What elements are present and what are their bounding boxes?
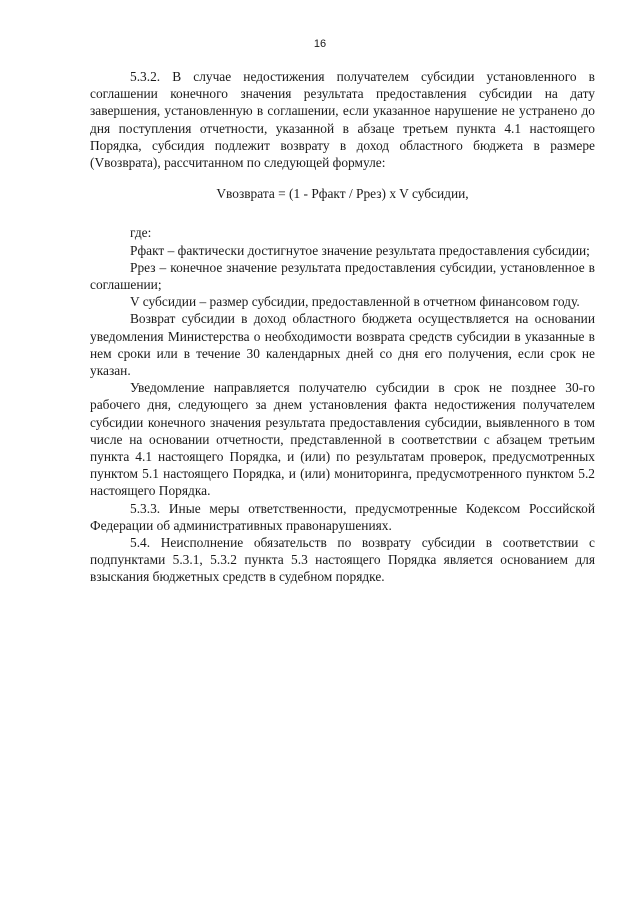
paragraph-notification: Уведомление направляется получателю субсидии в срок не позднее 30-го рабочего дня, следующего за днем установления факта недостижения получателем субсидии конечного значения результата предоставления субсидии, выявленного в том числе на основании отчетности, представленной в соответствии с абзацем третьим пункта 4.1 настоящего Порядка, и (или) по результатам проверок, предусмотренных пунктом 5.1 настоящего Порядка, и (или) мониторинга, предусмотренного пунктом 5.2 настоящего Порядка. — [90, 380, 595, 499]
definition-rfact: Рфакт – фактически достигнутое значение результата предоставления субсидии; — [130, 242, 590, 258]
paragraph-5-4: 5.4. Неисполнение обязательств по возврату субсидии в соответствии с подпунктами 5.3.1, 5.3.2 пункта 5.3 настоящего Порядка является основанием для взыскания бюджетных средств в судебном порядке. — [90, 535, 595, 585]
paragraph-5-3-3: 5.3.3. Иные меры ответственности, предусмотренные Кодексом Российской Федерации об административных правонарушениях. — [90, 500, 595, 533]
definition-rrez: Ррез – конечное значение результата предоставления субсидии, установленное в соглашении; — [90, 259, 595, 293]
page-number: 16 — [313, 38, 327, 50]
formula: Vвозврата = (1 - Рфакт / Ррез) x V субсидии, — [216, 186, 469, 202]
where-label: где: — [130, 225, 152, 241]
document-body — [90, 68, 595, 586]
paragraph-5-3-2: 5.3.2. В случае недостижения получателем субсидии установленного в соглашении конечного значения результата предоставления субсидии на дату завершения, установленную в соглашении, если указанное нарушение не устранено до дня поступления отчетности, указанной в абзаце третьем пункта 4.1 настоящего Порядка, субсидия подлежит возврату в доход областного бюджета в размере (Vвозврата), рассчитанном по следующей формуле: — [90, 69, 595, 171]
paragraph-refund: Возврат субсидии в доход областного бюджета осуществляется на основании уведомления Министерства о необходимости возврата средств субсидии в указанные в нем сроки или в течение 30 календарных дней со дня его получения, если срок не указан. — [90, 311, 595, 379]
definition-v-subsidy: V субсидии – размер субсидии, предоставленной в отчетном финансовом году. — [130, 294, 580, 310]
